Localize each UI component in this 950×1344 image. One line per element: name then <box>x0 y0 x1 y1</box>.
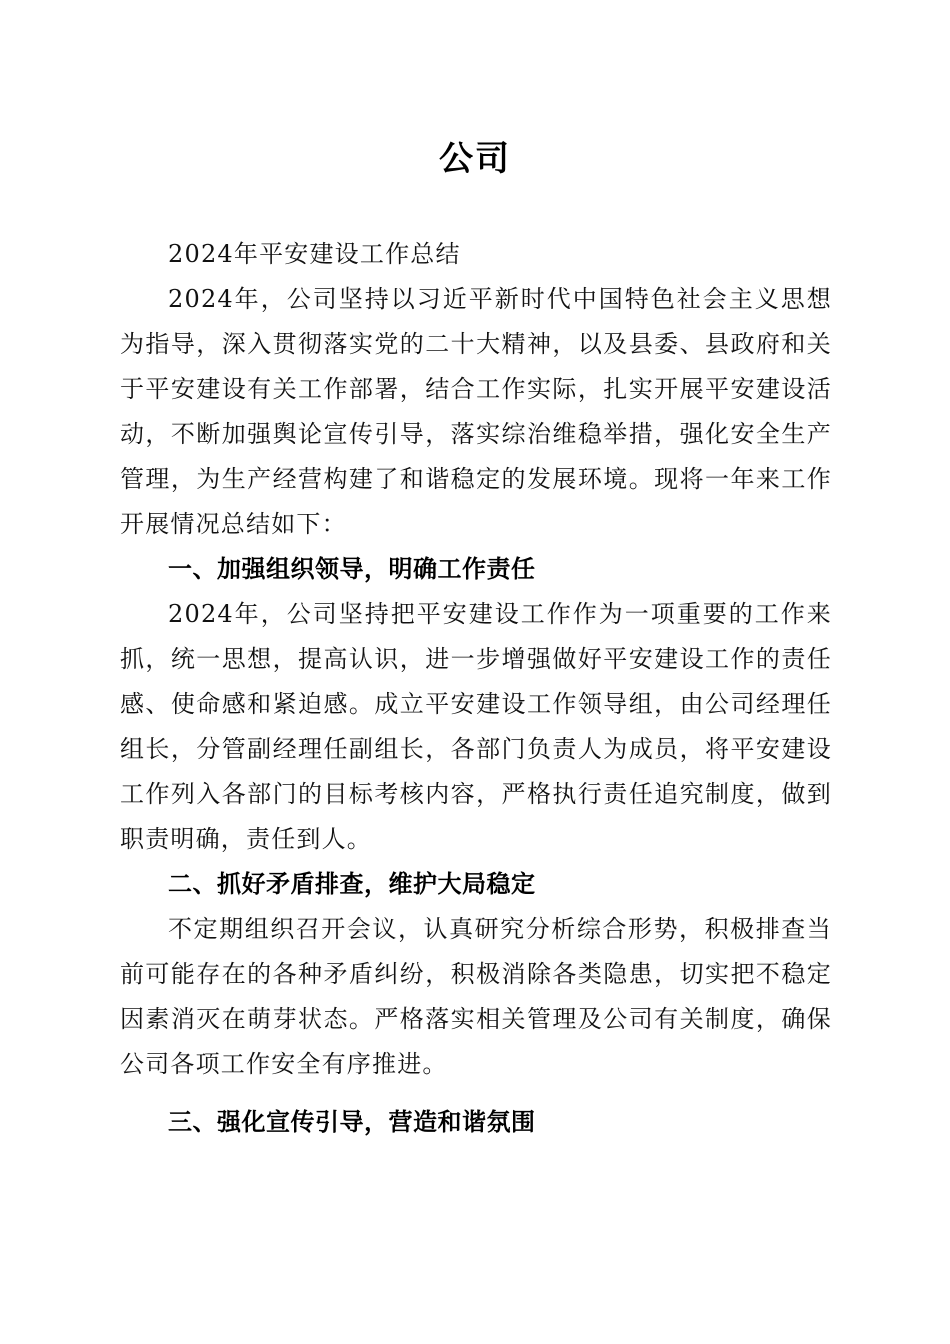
document-title: 公司 <box>439 139 511 179</box>
section-heading-2: 二、抓好矛盾排查，维护大局稳定 <box>168 870 536 898</box>
section-heading-1: 一、加强组织领导，明确工作责任 <box>168 555 536 583</box>
section-heading-3: 三、强化宣传引导，营造和谐氛围 <box>168 1108 536 1136</box>
document-body <box>120 232 832 1145</box>
section-body-2: 不定期组织召开会议，认真研究分析综合形势，积极排查当前可能存在的各种矛盾纠纷，积极消除各类隐患，切实把不稳定因素消灭在萌芽状态。严格落实相关管理及公司有关制度，确保公司各项工作安全有序推进。 <box>120 915 832 1078</box>
document-subtitle: 2024年平安建设工作总结 <box>168 240 461 268</box>
intro-paragraph: 2024年，公司坚持以习近平新时代中国特色社会主义思想为指导，深入贯彻落实党的二十大精神，以及县委、县政府和关于平安建设有关工作部署，结合工作实际，扎实开展平安建设活动，不断加强舆论宣传引导，落实综治维稳举措，强化安全生产管理，为生产经营构建了和谐稳定的发展环境。现将一年来工作开展情况总结如下： <box>120 285 832 538</box>
section-body-1: 2024年，公司坚持把平安建设工作作为一项重要的工作来抓，统一思想，提高认识，进一步增强做好平安建设工作的责任感、使命感和紧迫感。成立平安建设工作领导组，由公司经理任组长，分管副经理任副组长，各部门负责人为成员，将平安建设工作列入各部门的目标考核内容，严格执行责任追究制度，做到职责明确，责任到人。 <box>120 600 832 853</box>
